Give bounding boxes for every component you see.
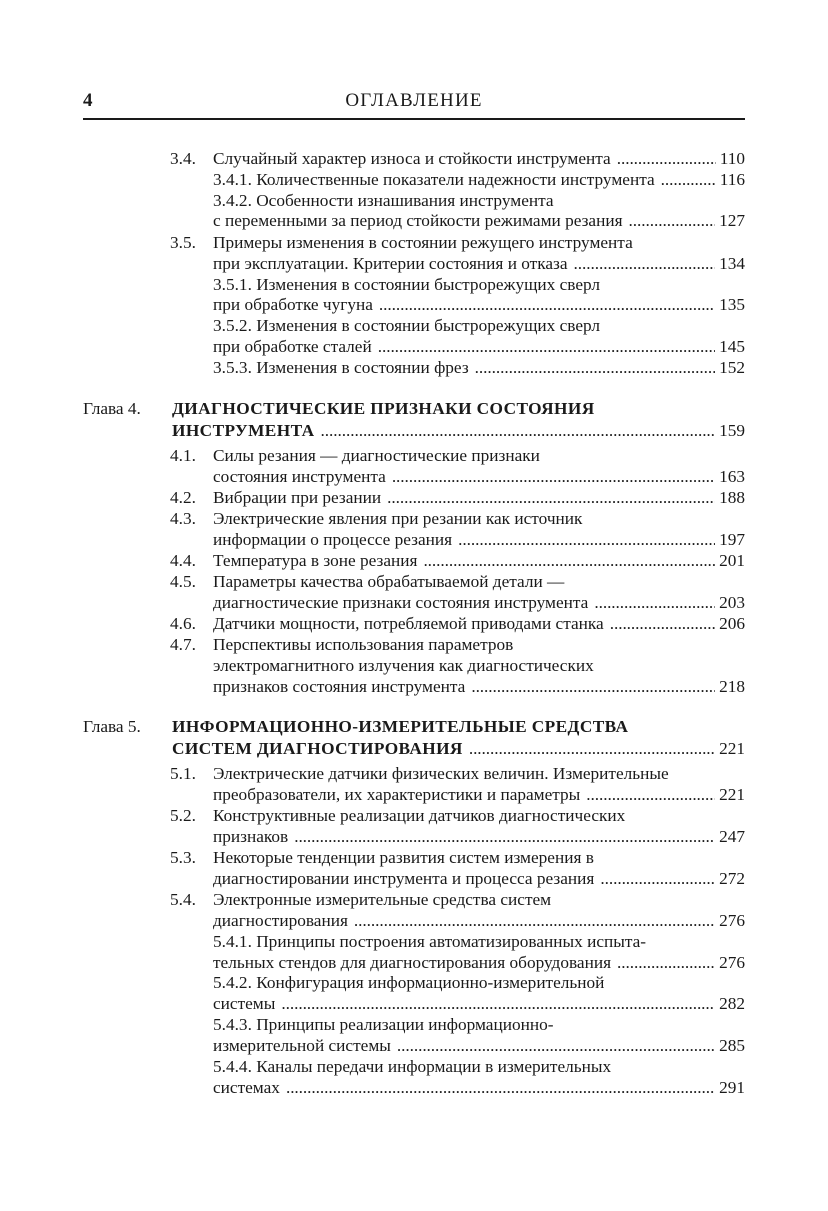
toc-line [0,294,828,315]
entry-title: системы [213,994,276,1013]
toc-line [0,169,828,190]
entry-title: Конструктивные реализации датчиков диагностических [213,806,626,825]
page-ref: 135 [719,295,745,314]
leader-dots [594,592,715,613]
toc-line [0,847,828,868]
leader-dots [574,253,716,274]
toc-line [0,613,828,634]
toc-line [0,972,828,993]
entry-title: Примеры изменения в состоянии режущего инструмента [213,233,633,252]
toc-line [0,634,828,655]
page-ref: 163 [719,467,745,486]
page-ref: 134 [719,254,745,273]
leader-dots [354,910,715,931]
leader-dots [392,466,715,487]
leader-dots [661,169,716,190]
page-ref: 127 [719,211,745,230]
leader-dots [397,1035,715,1056]
page-ref: 276 [719,911,745,930]
section-number: 4.4. [170,551,196,570]
section-number: 4.3. [170,509,196,528]
toc-line [0,336,828,357]
entry-title: СИСТЕМ ДИАГНОСТИРОВАНИЯ [172,739,463,758]
page-ref: 282 [719,994,745,1013]
toc-line [0,148,828,169]
entry-title: тельных стендов для диагностирования оборудования [213,953,612,972]
toc-line [0,993,828,1014]
page-ref: 272 [719,869,745,888]
entry-title: Электронные измерительные средства систем [213,890,552,909]
leader-dots [423,550,715,571]
chapter-label: Глава 4. [83,399,141,418]
entry-title: с переменными за период стойкости режимами резания [213,211,623,230]
toc-line [0,232,828,253]
section-number: 4.5. [170,572,196,591]
toc-line [0,910,828,931]
section-number: 3.4. [170,149,196,168]
entry-title: ИНФОРМАЦИОННО-ИЗМЕРИТЕЛЬНЫЕ СРЕДСТВА [172,717,629,736]
entry-title: диагностирования [213,911,348,930]
leader-dots [387,487,715,508]
section-number: 5.2. [170,806,196,825]
toc-line [0,466,828,487]
leader-dots [378,336,715,357]
entry-title: системах [213,1078,280,1097]
leader-dots [600,868,715,889]
page-ref: 203 [719,593,745,612]
entry-title: Случайный характер износа и стойкости инструмента [213,149,611,168]
entry-title: при обработке сталей [213,337,372,356]
toc-line [0,716,828,737]
toc-line [0,952,828,973]
entry-title: состояния инструмента [213,467,386,486]
toc-line [0,550,828,571]
toc-line [0,315,828,336]
page-ref: 110 [719,149,745,168]
toc-line [0,826,828,847]
toc-line [0,676,828,697]
running-header [83,88,745,118]
leader-dots [586,784,715,805]
page-ref: 247 [719,827,745,846]
section-number: 5.3. [170,848,196,867]
entry-title: Электрические явления при резании как источник [213,509,583,528]
page-ref: 188 [719,488,745,507]
header-rule [83,118,745,120]
entry-title: диагностировании инструмента и процесса резания [213,869,595,888]
entry-title: Некоторые тенденции развития систем измерения в [213,848,594,867]
entry-title: 5.4.1. Принципы построения автоматизированных испыта- [213,932,647,951]
toc-line [0,763,828,784]
page-ref: 276 [719,953,745,972]
entry-title: Электрические датчики физических величин. Измерительные [213,764,669,783]
entry-title: Перспективы использования параметров [213,635,514,654]
entry-title: Силы резания — диагностические признаки [213,446,540,465]
toc-line [0,571,828,592]
section-number: 4.2. [170,488,196,507]
toc-line [0,868,828,889]
entry-title: Параметры качества обрабатываемой детали — [213,572,565,591]
entry-title: ДИАГНОСТИЧЕСКИЕ ПРИЗНАКИ СОСТОЯНИЯ [172,399,595,418]
entry-title: 5.4.4. Каналы передачи информации в измерительных [213,1057,612,1076]
page-ref: 197 [719,530,745,549]
page-ref: 221 [719,739,745,758]
toc-line [0,529,828,550]
section-number: 4.1. [170,446,196,465]
toc-line [0,931,828,952]
entry-title: информации о процессе резания [213,530,453,549]
section-number: 4.6. [170,614,196,633]
entry-title: 3.4.1. Количественные показатели надежности инструмента [213,170,655,189]
leader-dots [471,676,715,697]
leader-dots [617,148,716,169]
entry-title: преобразователи, их характеристики и параметры [213,785,581,804]
entry-title: ИНСТРУМЕНТА [172,421,315,440]
leader-dots [617,952,715,973]
toc-line [0,420,828,441]
entry-title: 3.5.1. Изменения в состоянии быстрорежущих сверл [213,275,601,294]
toc-line [0,1035,828,1056]
leader-dots [294,826,715,847]
toc-line [0,210,828,231]
entry-title: электромагнитного излучения как диагностических [213,656,594,675]
toc-line [0,1077,828,1098]
entry-title: диагностические признаки состояния инструмента [213,593,589,612]
leader-dots [281,993,715,1014]
page-ref: 218 [719,677,745,696]
toc-line [0,738,828,759]
toc-line [0,889,828,910]
page-ref: 291 [719,1078,745,1097]
leader-dots [286,1077,715,1098]
toc-line [0,357,828,378]
leader-dots [629,210,716,231]
section-number: 4.7. [170,635,196,654]
toc-line [0,398,828,419]
page-ref: 159 [719,421,745,440]
entry-title: при обработке чугуна [213,295,373,314]
entry-title: 3.5.2. Изменения в состоянии быстрорежущих сверл [213,316,601,335]
toc-line [0,784,828,805]
page-ref: 201 [719,551,745,570]
chapter-label: Глава 5. [83,717,141,736]
toc-line [0,508,828,529]
toc-line [0,190,828,211]
entry-title: 3.4.2. Особенности изнашивания инструмента [213,191,554,210]
section-number: 5.4. [170,890,196,909]
page-ref: 116 [719,170,745,189]
section-number: 5.1. [170,764,196,783]
entry-title: Температура в зоне резания [213,551,418,570]
entry-title: при эксплуатации. Критерии состояния и отказа [213,254,568,273]
page-title: ОГЛАВЛЕНИЕ [345,90,483,111]
leader-dots [458,529,715,550]
entry-title: признаков [213,827,289,846]
entry-title: 5.4.2. Конфигурация информационно-измерительной [213,973,605,992]
toc-line [0,445,828,466]
toc-line [0,274,828,295]
page-ref: 152 [719,358,745,377]
toc-line [0,1014,828,1035]
entry-title: признаков состояния инструмента [213,677,466,696]
toc-line [0,592,828,613]
entry-title: 3.5.3. Изменения в состоянии фрез [213,358,469,377]
toc-line [0,1056,828,1077]
leader-dots [475,357,715,378]
toc-line [0,487,828,508]
leader-dots [469,738,715,759]
page-ref: 221 [719,785,745,804]
entry-title: 5.4.3. Принципы реализации информационно- [213,1015,554,1034]
toc-line [0,805,828,826]
entry-title: измерительной системы [213,1036,391,1055]
toc-line [0,655,828,676]
entry-title: Датчики мощности, потребляемой приводами станка [213,614,604,633]
leader-dots [321,420,716,441]
page-number: 4 [83,90,93,111]
page-ref: 145 [719,337,745,356]
leader-dots [379,294,715,315]
section-number: 3.5. [170,233,196,252]
leader-dots [610,613,715,634]
entry-title: Вибрации при резании [213,488,382,507]
toc-line [0,253,828,274]
page-ref: 206 [719,614,745,633]
page-ref: 285 [719,1036,745,1055]
